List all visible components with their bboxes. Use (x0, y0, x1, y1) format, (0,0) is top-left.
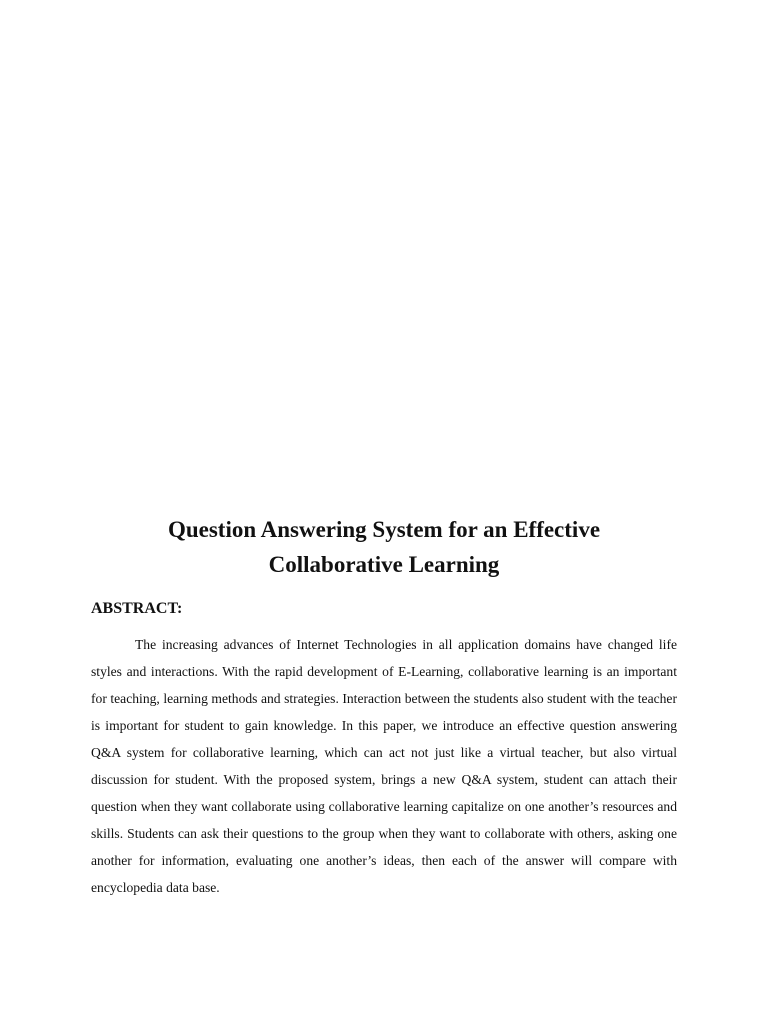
paper-title-line-2: Collaborative Learning (268, 552, 500, 577)
paper-title (90, 512, 678, 582)
abstract-paragraph: The increasing advances of Internet Technologies in all application domains have changed life styles and interactions. With the rapid development of E-Learning, collaborative learning is an important for teaching, learning methods and strategies. Interaction between the students also student with the teacher is important for student to gain knowledge. In this paper, we introduce an effective question answering Q&A system for collaborative learning, which can act not just like a virtual teacher, but also virtual discussion for student. With the proposed system, brings a new Q&A system, student can attach their question when they want collaborate using collaborative learning capitalize on one another’s resources and skills. Students can ask their questions to the group when they want to collaborate with others, asking one another for information, evaluating one another’s ideas, then each of the answer will compare with encyclopedia data base. (91, 637, 677, 895)
abstract-heading: ABSTRACT: (91, 600, 183, 617)
paper-title-line-1: Question Answering System for an Effective (167, 517, 601, 542)
